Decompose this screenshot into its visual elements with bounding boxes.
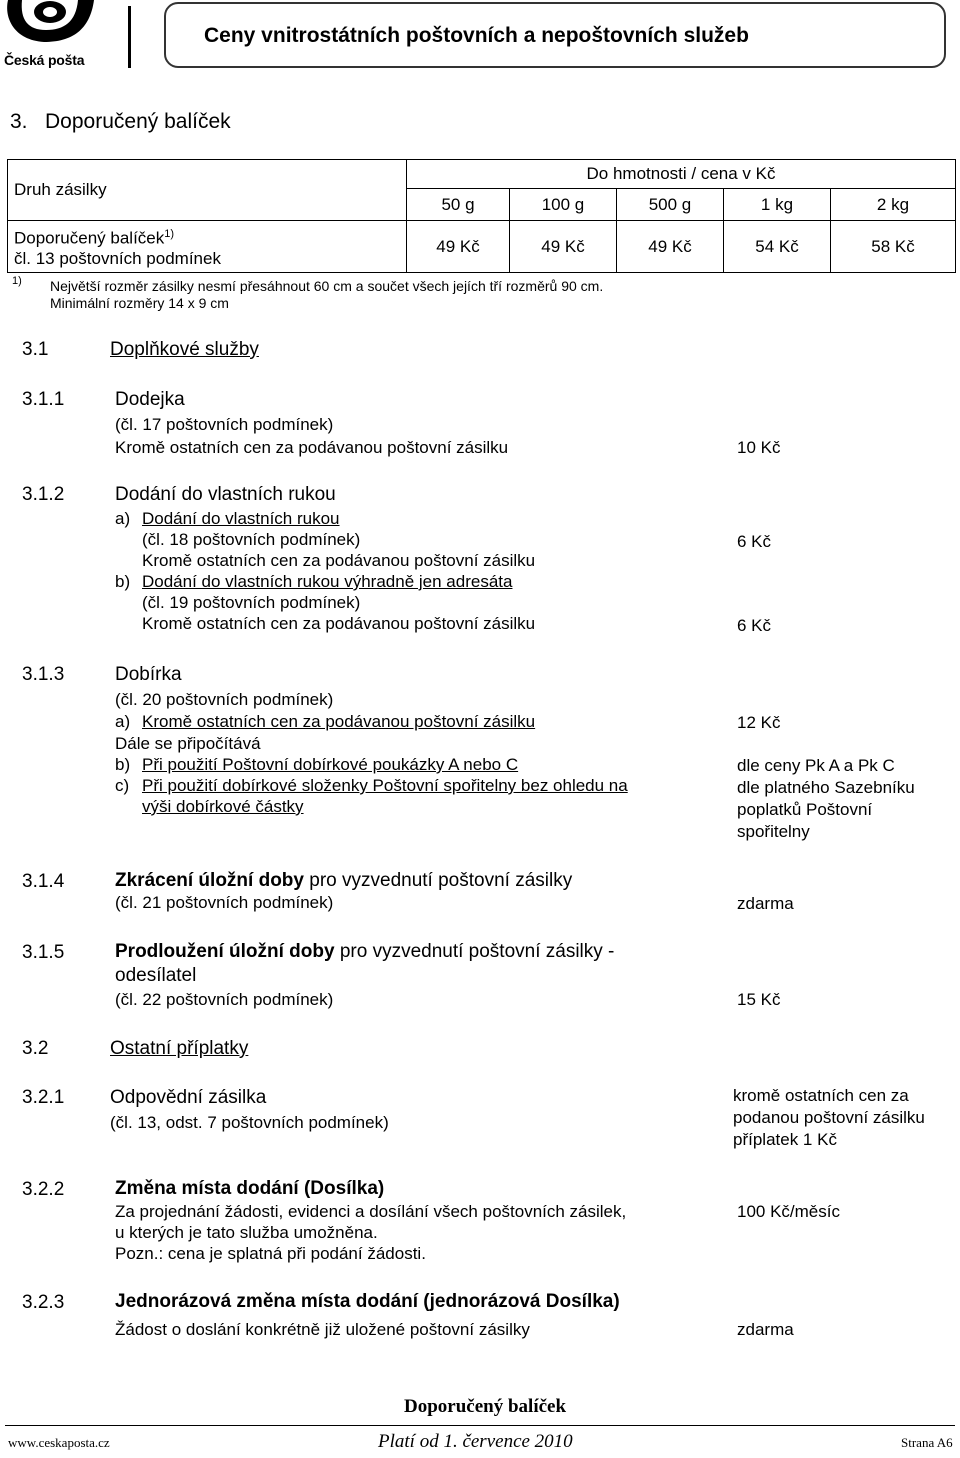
section-heading: Změna místa dodání (Dosílka) bbox=[115, 1178, 385, 1199]
weight-header: 50 g bbox=[407, 189, 510, 221]
section-number: 3.2.1 bbox=[22, 1087, 65, 1108]
text-line: (čl. 17 poštovních podmínek) bbox=[115, 415, 334, 434]
price-value: 100 Kč/měsíc bbox=[737, 1202, 840, 1221]
section-heading: Odpovědní zásilka bbox=[110, 1087, 267, 1108]
section-number: 3.1.4 bbox=[22, 871, 65, 892]
weight-header: 500 g bbox=[617, 189, 724, 221]
price-cell: 58 Kč bbox=[831, 221, 956, 273]
footer-valid: Platí od 1. července 2010 bbox=[378, 1431, 573, 1452]
logo-text: Česká pošta bbox=[4, 52, 85, 68]
footnote-mark: 1) bbox=[12, 275, 22, 287]
text-line: Žádost o doslání konkrétně již uložené poštovní zásilky bbox=[115, 1320, 530, 1339]
section-heading: Dodání do vlastních rukou bbox=[115, 484, 336, 505]
section-number: 3.1.3 bbox=[22, 664, 65, 685]
text-line: Kromě ostatních cen za podávanou poštovní zásilku bbox=[142, 614, 536, 633]
section-number: 3.1 bbox=[22, 339, 49, 360]
header-divider bbox=[128, 6, 131, 68]
footer-title: Doporučený balíček bbox=[404, 1396, 567, 1417]
text-line: Kromě ostatních cen za podávanou poštovní zásilku bbox=[115, 438, 509, 457]
price-cell: 54 Kč bbox=[724, 221, 831, 273]
price-value: 10 Kč bbox=[737, 438, 781, 457]
price-value: 12 Kč bbox=[737, 713, 781, 732]
section-number: 3.2 bbox=[22, 1038, 49, 1059]
text-line: (čl. 22 poštovních podmínek) bbox=[115, 990, 334, 1009]
item-mark: a) bbox=[115, 712, 131, 731]
footnote-line: Největší rozměr zásilky nesmí přesáhnout 60 cm a součet všech jejích tří rozměrů 90 cm. bbox=[50, 278, 604, 294]
section-number: 3.2.2 bbox=[22, 1179, 65, 1200]
price-value: 6 Kč bbox=[737, 532, 772, 551]
text-line: (čl. 21 poštovních podmínek) bbox=[115, 893, 334, 912]
section-heading: Doplňkové služby bbox=[110, 339, 259, 360]
price-value: 15 Kč bbox=[737, 990, 781, 1009]
price-value: dle ceny Pk A a Pk C bbox=[737, 756, 895, 775]
section-heading: Zkrácení úložní doby pro vyzvednutí poštovní zásilky bbox=[115, 870, 573, 891]
item-title: Dodání do vlastních rukou výhradně jen adresáta bbox=[142, 572, 513, 591]
footer-rule bbox=[5, 1425, 955, 1426]
section-heading: Dodejka bbox=[115, 389, 185, 410]
text-line: Za projednání žádosti, evidenci a dosílání všech poštovních zásilek, bbox=[115, 1202, 627, 1221]
price-value: zdarma bbox=[737, 894, 794, 913]
price-value: 6 Kč bbox=[737, 616, 772, 635]
price-value: kromě ostatních cen za bbox=[733, 1086, 909, 1105]
text-line: Pozn.: cena je splatná při podání žádosti. bbox=[115, 1244, 426, 1263]
weight-header: 1 kg bbox=[724, 189, 831, 221]
section-heading: Jednorázová změna místa dodání (jednorázová Dosílka) bbox=[115, 1291, 620, 1312]
row-label: Doporučený balíček$^{1)}$ čl. 13 poštovních podmínek bbox=[8, 221, 407, 273]
footer-website: www.ceskaposta.cz bbox=[8, 1435, 110, 1450]
price-value: příplatek 1 Kč bbox=[733, 1130, 837, 1149]
price-value: zdarma bbox=[737, 1320, 794, 1339]
item-title: Při použití Poštovní dobírkové poukázky A nebo C bbox=[142, 755, 519, 774]
section-number: 3.1.5 bbox=[22, 942, 65, 963]
section-heading: Dobírka bbox=[115, 664, 182, 685]
item-mark: b) bbox=[115, 755, 131, 774]
item-mark: b) bbox=[115, 572, 131, 591]
footer-page-number: Strana A6 bbox=[901, 1435, 953, 1450]
item-title: Dodání do vlastních rukou bbox=[142, 509, 340, 528]
price-cell: 49 Kč bbox=[617, 221, 724, 273]
price-cell: 49 Kč bbox=[407, 221, 510, 273]
item-title: výši dobírkové částky bbox=[142, 797, 304, 816]
weight-group-header: Do hmotnosti / cena v Kč bbox=[407, 160, 956, 189]
section-number: 3.1.1 bbox=[22, 389, 65, 410]
price-value: dle platného Sazebníku bbox=[737, 778, 915, 797]
text-line: (čl. 18 poštovních podmínek) bbox=[142, 530, 361, 549]
post-horn-icon bbox=[0, 0, 100, 50]
text-line: Kromě ostatních cen za podávanou poštovní zásilku bbox=[142, 551, 536, 570]
price-value: poplatků Poštovní bbox=[737, 800, 873, 819]
col-label: Druh zásilky bbox=[8, 160, 407, 221]
price-value: spořitelny bbox=[737, 822, 810, 841]
ceska-posta-logo bbox=[0, 0, 130, 72]
text-line: (čl. 13, odst. 7 poštovních podmínek) bbox=[110, 1113, 389, 1132]
footnote-line: Minimální rozměry 14 x 9 cm bbox=[50, 295, 229, 311]
page-title: Ceny vnitrostátních poštovních a nepoštovních služeb bbox=[204, 24, 749, 47]
section-title: 3. Doporučený balíček bbox=[10, 110, 231, 133]
section-number: 3.1.2 bbox=[22, 484, 65, 505]
item-mark: a) bbox=[115, 509, 131, 528]
section-heading-cont: odesílatel bbox=[115, 965, 197, 986]
weight-header: 2 kg bbox=[831, 189, 956, 221]
price-cell: 49 Kč bbox=[510, 221, 617, 273]
text-line: Dále se připočítává bbox=[115, 734, 261, 753]
item-title: Kromě ostatních cen za podávanou poštovní zásilku bbox=[142, 712, 536, 731]
item-title: Při použití dobírkové složenky Poštovní spořitelny bez ohledu na bbox=[142, 776, 628, 795]
section-heading: Ostatní příplatky bbox=[110, 1038, 249, 1059]
text-line: u kterých je tato služba umožněna. bbox=[115, 1223, 378, 1242]
price-value: podanou poštovní zásilku bbox=[733, 1108, 925, 1127]
text-line: (čl. 20 poštovních podmínek) bbox=[115, 690, 334, 709]
text-line: (čl. 19 poštovních podmínek) bbox=[142, 593, 361, 612]
price-table bbox=[7, 159, 956, 273]
item-mark: c) bbox=[115, 776, 130, 795]
weight-header: 100 g bbox=[510, 189, 617, 221]
section-heading: Prodloužení úložní doby pro vyzvednutí poštovní zásilky - bbox=[115, 941, 615, 962]
section-number: 3.2.3 bbox=[22, 1292, 65, 1313]
